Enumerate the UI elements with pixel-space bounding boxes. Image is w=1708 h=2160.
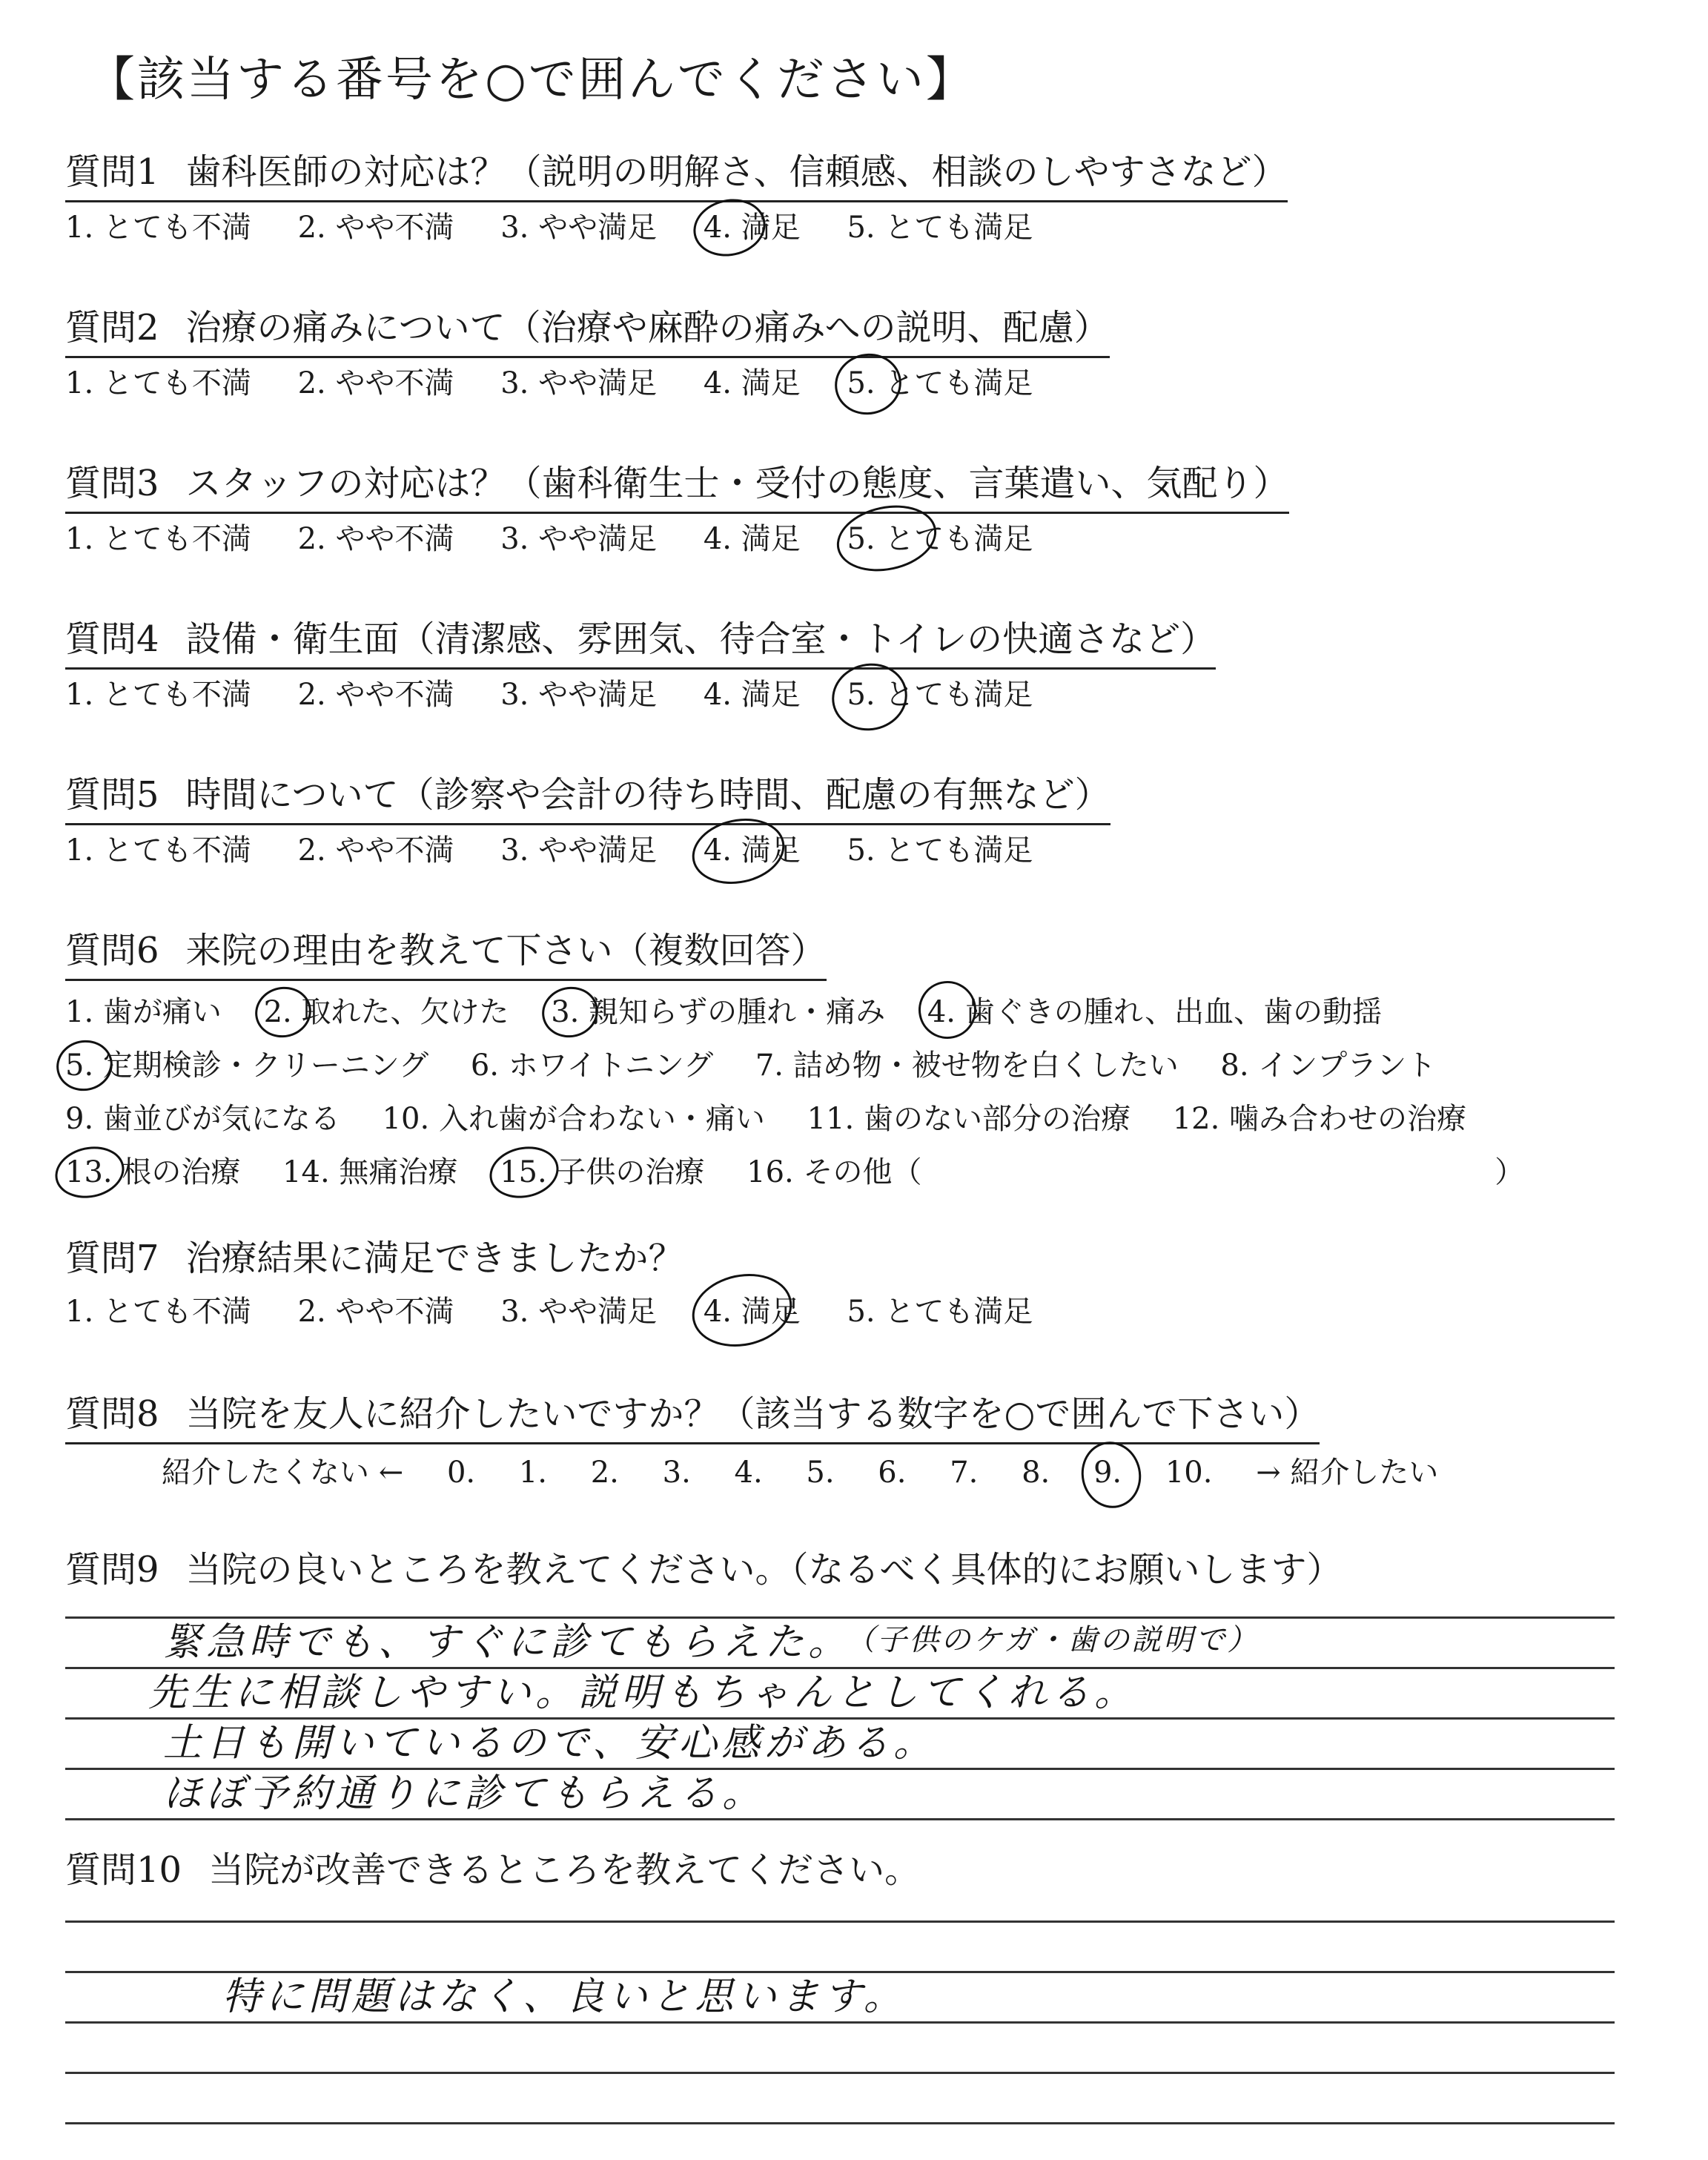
handwritten-answer: 先生に相談しやすい。説明もちゃんとしてくれる。 xyxy=(148,1671,1138,1715)
scale-7[interactable]: 7. xyxy=(950,1456,979,1490)
question-text: 当院が改善できるところを教えてください。 xyxy=(208,1849,921,1891)
scale-10[interactable]: 10. xyxy=(1165,1456,1213,1490)
reason-9[interactable]: 9. 歯並びが気になる xyxy=(65,1102,340,1136)
reason-row xyxy=(65,985,1524,1039)
reason-11[interactable]: 11. 歯のない部分の治療 xyxy=(807,1102,1131,1136)
option-4[interactable]: 4. 満足 xyxy=(703,366,801,400)
option-4[interactable] xyxy=(704,207,801,248)
scale-6[interactable]: 6. xyxy=(878,1456,907,1490)
question-heading xyxy=(65,304,1110,358)
reason-12[interactable]: 12. 噛み合わせの治療 xyxy=(1172,1102,1467,1136)
reason-5[interactable] xyxy=(65,1039,428,1092)
question-text: 歯科医師の対応は？（説明の明解さ、信頼感、相談のしやすさなど） xyxy=(185,151,1288,193)
reason-4[interactable] xyxy=(927,985,1382,1039)
handwritten-answer: 特に問題はなく、良いと思います。 xyxy=(222,1975,907,2019)
question-heading xyxy=(65,1546,1343,1598)
option-1[interactable]: 1. とても不満 xyxy=(65,833,251,868)
question-heading xyxy=(65,460,1289,514)
scale-3[interactable]: 3. xyxy=(662,1456,691,1490)
question-heading xyxy=(65,1846,920,1898)
answer-line xyxy=(65,1818,1615,1820)
question-text: 当院の良いところを教えてください。（なるべく具体的にお願いします） xyxy=(185,1549,1343,1591)
answer-line xyxy=(65,2072,1615,2074)
option-1[interactable]: 1. とても不満 xyxy=(65,1295,251,1329)
reason-label: 15. 子供の治療 xyxy=(500,1155,705,1189)
reason-6[interactable]: 6. ホワイトニング xyxy=(470,1048,714,1083)
question-heading xyxy=(65,1235,684,1287)
reason-label: 2. 取れた、欠けた xyxy=(263,995,509,1029)
option-2[interactable]: 2. やや不満 xyxy=(297,1295,454,1329)
question-number: 質問6 xyxy=(65,930,159,971)
option-1[interactable]: 1. とても不満 xyxy=(65,366,251,400)
reason-10[interactable]: 10. 入れ歯が合わない・痛い xyxy=(382,1102,765,1136)
question-text: 治療結果に満足できましたか？ xyxy=(185,1238,684,1279)
selection-circle xyxy=(1075,1436,1147,1514)
selection-circle xyxy=(685,1265,798,1355)
rating-options xyxy=(65,207,1288,248)
scale-1[interactable]: 1. xyxy=(518,1456,548,1490)
selection-circle xyxy=(688,193,771,263)
option-4[interactable] xyxy=(704,1291,801,1332)
reason-3[interactable] xyxy=(551,985,885,1039)
option-3[interactable]: 3. やや満足 xyxy=(500,1295,658,1329)
question-text: 来院の理由を教えて下さい（複数回答） xyxy=(185,930,827,971)
option-1[interactable]: 1. とても不満 xyxy=(65,211,251,245)
option-5[interactable]: 5. とても満足 xyxy=(847,833,1033,868)
scale-5[interactable]: 5. xyxy=(806,1456,835,1490)
question-7 xyxy=(65,1235,1070,1332)
reason-15[interactable] xyxy=(500,1146,704,1199)
question-text: 設備・衛生面（清潔感、雰囲気、待合室・トイレの快適さなど） xyxy=(185,618,1217,660)
option-3[interactable]: 3. やや満足 xyxy=(500,366,658,400)
reason-16[interactable]: 16. その他（ xyxy=(747,1155,922,1189)
reason-13[interactable] xyxy=(65,1146,240,1199)
page-title: 【該当する番号を○で囲んでください】 xyxy=(87,53,976,108)
rating-options xyxy=(65,674,1216,716)
answer-line xyxy=(65,1920,1615,1923)
question-10 xyxy=(65,1846,920,1898)
question-1 xyxy=(65,148,1288,248)
selection-circle xyxy=(913,976,982,1045)
reason-options xyxy=(65,985,1524,1199)
option-label: 5. とても満足 xyxy=(847,522,1033,556)
reason-7[interactable]: 7. 詰め物・被せ物を白くしたい xyxy=(755,1048,1179,1083)
rating-options xyxy=(65,518,1289,560)
handwritten-note: （子供のケガ・歯の説明で） xyxy=(845,1623,1260,1657)
selection-circle xyxy=(537,982,603,1043)
option-5[interactable] xyxy=(847,363,1033,404)
scale-2[interactable]: 2. xyxy=(590,1456,619,1490)
option-2[interactable]: 2. やや不満 xyxy=(297,522,454,556)
scale-right-label: → 紹介したい xyxy=(1256,1456,1439,1490)
question-2 xyxy=(65,304,1110,404)
question-3 xyxy=(65,460,1289,560)
option-4[interactable]: 4. 満足 xyxy=(703,522,801,556)
question-text: 時間について（診察や会計の待ち時間、配慮の有無など） xyxy=(185,774,1110,816)
option-4[interactable]: 4. 満足 xyxy=(703,678,801,712)
reason-label: 3. 親知らずの腫れ・痛み xyxy=(551,995,886,1029)
option-label: 5. とても満足 xyxy=(847,678,1033,712)
scale-9[interactable] xyxy=(1093,1452,1122,1493)
rating-options xyxy=(65,363,1110,404)
option-5[interactable]: 5. とても満足 xyxy=(847,211,1033,245)
question-number: 質問7 xyxy=(65,1238,159,1279)
rating-options xyxy=(65,1291,1070,1332)
selection-circle xyxy=(250,982,315,1043)
scale-left-label: 紹介したくない ← xyxy=(162,1456,404,1490)
option-5[interactable]: 5. とても満足 xyxy=(847,1295,1033,1329)
option-label: 5. とても満足 xyxy=(847,366,1033,400)
reason-8[interactable]: 8. インプラント xyxy=(1220,1048,1437,1083)
question-number: 質問8 xyxy=(65,1393,159,1435)
reason-1[interactable]: 1. 歯が痛い xyxy=(65,995,222,1029)
reason-label: 4. 歯ぐきの腫れ、出血、歯の動揺 xyxy=(927,995,1383,1029)
other-close-paren: ） xyxy=(1494,1155,1525,1189)
question-9 xyxy=(65,1546,1343,1598)
recommend-scale xyxy=(162,1452,1472,1493)
question-number: 質問9 xyxy=(65,1549,159,1591)
reason-label: 5. 定期検診・クリーニング xyxy=(65,1048,429,1083)
option-3[interactable]: 3. やや満足 xyxy=(500,522,658,556)
question-8 xyxy=(65,1390,1472,1493)
reason-14[interactable]: 14. 無痛治療 xyxy=(282,1155,458,1189)
selection-circle xyxy=(50,1140,129,1204)
answer-line xyxy=(65,2122,1615,2124)
question-6 xyxy=(65,927,1524,1199)
question-text: スタッフの対応は？（歯科衛生士・受付の態度、言葉遣い、気配り） xyxy=(185,463,1289,504)
answer-line xyxy=(65,2021,1615,2024)
question-number: 質問10 xyxy=(65,1849,182,1891)
option-label: 4. 満足 xyxy=(703,1295,801,1329)
option-2[interactable]: 2. やや不満 xyxy=(297,366,454,400)
reason-label: 13. 根の治療 xyxy=(65,1155,241,1189)
selection-circle xyxy=(830,348,907,421)
question-number: 質問4 xyxy=(65,618,159,660)
question-number: 質問1 xyxy=(65,151,159,193)
scale-label: 9. xyxy=(1093,1456,1122,1490)
question-5 xyxy=(65,771,1110,871)
option-3[interactable]: 3. やや満足 xyxy=(500,833,658,868)
handwritten-answer: 緊急時でも、すぐに診てもらえた。 xyxy=(163,1620,852,1665)
question-number: 質問3 xyxy=(65,463,159,504)
reason-row xyxy=(65,1039,1524,1092)
scale-8[interactable]: 8. xyxy=(1022,1456,1050,1490)
option-2[interactable]: 2. やや不満 xyxy=(297,211,454,245)
question-4 xyxy=(65,615,1216,716)
question-number: 質問2 xyxy=(65,307,159,349)
option-1[interactable]: 1. とても不満 xyxy=(65,678,251,712)
reason-2[interactable] xyxy=(264,985,509,1039)
question-number: 質問5 xyxy=(65,774,159,816)
option-2[interactable]: 2. やや不満 xyxy=(297,833,454,868)
option-5[interactable] xyxy=(847,518,1033,560)
reason-row xyxy=(65,1092,1524,1146)
option-1[interactable]: 1. とても不満 xyxy=(65,522,251,556)
question-heading xyxy=(65,771,1110,825)
handwritten-answer: ほぼ予約通りに診てもらえる。 xyxy=(163,1771,766,1816)
scale-0[interactable]: 0. xyxy=(446,1456,476,1490)
option-2[interactable]: 2. やや不満 xyxy=(297,678,454,712)
question-heading xyxy=(65,927,827,981)
option-label: 4. 満足 xyxy=(703,211,801,245)
rating-options xyxy=(65,830,1110,871)
selection-circle xyxy=(485,1140,563,1204)
question-heading xyxy=(65,615,1216,670)
option-3[interactable]: 3. やや満足 xyxy=(500,211,658,245)
handwritten-answer: 土日も開いているので、安心感がある。 xyxy=(163,1721,936,1766)
question-text: 当院を友人に紹介したいですか？（該当する数字を○で囲んで下さい） xyxy=(185,1393,1320,1435)
question-heading xyxy=(65,1390,1320,1444)
option-4[interactable] xyxy=(704,830,801,871)
selection-circle xyxy=(52,1035,117,1096)
option-3[interactable]: 3. やや満足 xyxy=(500,678,658,712)
question-heading xyxy=(65,148,1288,202)
option-label: 4. 満足 xyxy=(703,833,801,868)
reason-row xyxy=(65,1146,1524,1199)
question-text: 治療の痛みについて（治療や麻酔の痛みへの説明、配慮） xyxy=(185,307,1110,349)
scale-4[interactable]: 4. xyxy=(734,1456,763,1490)
option-5[interactable] xyxy=(847,674,1033,716)
